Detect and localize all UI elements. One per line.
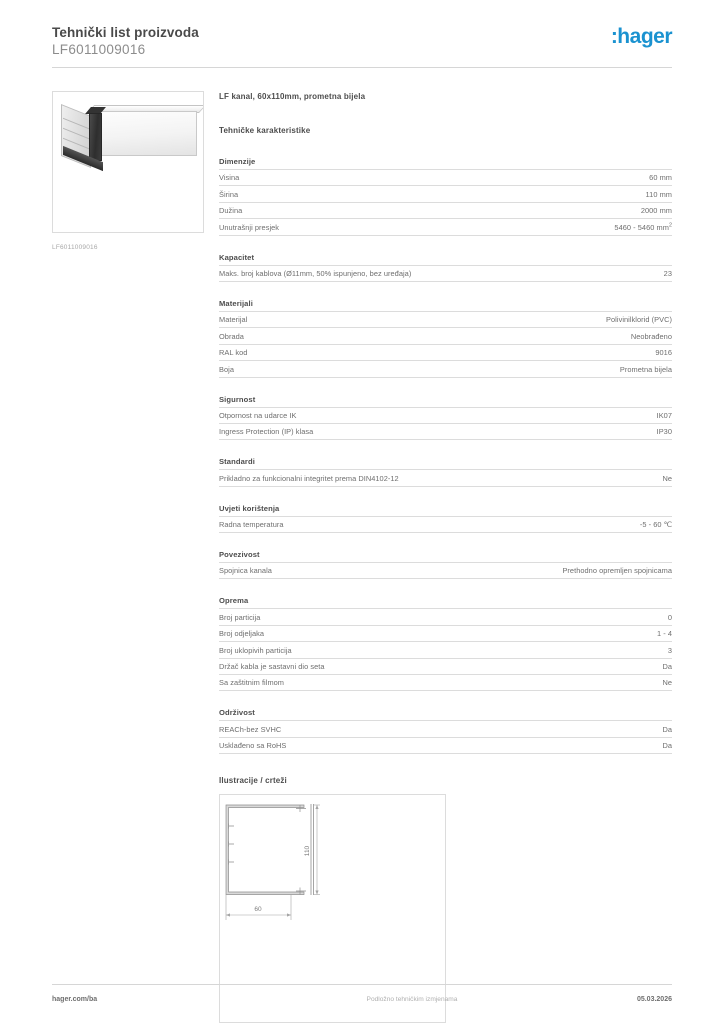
spec-section-title: Tehničke karakteristike xyxy=(219,126,311,135)
spec-row xyxy=(219,608,672,624)
spec-group xyxy=(219,708,672,754)
spec-group xyxy=(219,157,672,236)
spec-value: Da xyxy=(662,741,672,751)
cross-section-drawing xyxy=(220,795,445,1022)
spec-value: Ne xyxy=(662,473,672,483)
spec-value: 23 xyxy=(663,268,672,278)
spec-row xyxy=(219,327,672,343)
spec-value: 60 mm xyxy=(649,173,672,183)
drawing-box xyxy=(219,794,446,1023)
spec-value: Neobrađeno xyxy=(630,331,672,341)
spec-label: Visina xyxy=(219,173,240,183)
header-divider xyxy=(52,67,672,68)
spec-value: Polivinilklorid (PVC) xyxy=(606,315,672,325)
spec-group-heading: Materijali xyxy=(219,298,253,308)
spec-label: Dužina xyxy=(219,206,243,216)
product-name: LF kanal, 60x110mm, prometna bijela xyxy=(219,92,366,101)
spec-group xyxy=(219,504,672,533)
spec-value: 0 xyxy=(667,612,672,622)
spec-row xyxy=(219,311,672,327)
page-footer xyxy=(52,996,672,1003)
spec-row xyxy=(219,625,672,641)
spec-label: Unutrašnji presjek xyxy=(219,222,280,232)
spec-label: Broj odjeljaka xyxy=(219,629,265,639)
spec-label: Sa zaštitnim filmom xyxy=(219,678,285,688)
product-image xyxy=(52,91,204,233)
footer-website[interactable]: hager.com/ba xyxy=(52,996,98,1003)
spec-label: Broj particija xyxy=(219,612,261,622)
spec-group xyxy=(219,395,672,441)
spec-group-heading: Povezivost xyxy=(219,550,260,560)
spec-row xyxy=(219,218,672,235)
spec-group-heading: Uvjeti korištenja xyxy=(219,503,280,513)
spec-label: Spojnica kanala xyxy=(219,566,272,576)
hager-logo: :hager xyxy=(610,25,672,48)
spec-row xyxy=(219,423,672,440)
spec-group xyxy=(219,299,672,378)
spec-value: 5460 - 5460 $mm^2$ xyxy=(614,222,672,232)
spec-group xyxy=(219,596,672,691)
dimension-height-label: 110 xyxy=(304,846,311,857)
spec-value: 9016 xyxy=(655,348,672,358)
spec-row xyxy=(219,265,672,282)
spec-value: 2000 mm xyxy=(640,206,672,216)
spec-label: Obrada xyxy=(219,331,244,341)
spec-label: Držač kabla je sastavni dio seta xyxy=(219,662,325,672)
product-reference: LF6011009016 xyxy=(52,42,146,57)
spec-group xyxy=(219,253,672,282)
profile-outline xyxy=(226,805,304,895)
spec-row xyxy=(219,562,672,579)
spec-value: Da xyxy=(662,724,672,734)
spec-group-heading: Održivost xyxy=(219,708,255,718)
drawing-title: Ilustracije / crteži xyxy=(219,776,287,786)
spec-label: Prikladno za funkcionalni integritet prema DIN4102-12 xyxy=(219,473,399,483)
spec-row xyxy=(219,185,672,201)
spec-row xyxy=(219,202,672,218)
spec-value: 3 xyxy=(667,645,672,655)
spec-label: Otpornost na udarce IK xyxy=(219,410,297,420)
spec-value: IK07 xyxy=(656,410,672,420)
spec-row xyxy=(219,344,672,360)
product-image-caption: LF6011009016 xyxy=(52,244,98,251)
spec-label: Radna temperatura xyxy=(219,520,284,530)
spec-group xyxy=(219,550,672,579)
spec-value-superscript: 2 xyxy=(668,222,672,229)
spec-label: RAL kod xyxy=(219,348,248,358)
spec-row xyxy=(219,720,672,736)
spec-label: Materijal xyxy=(219,315,248,325)
spec-row xyxy=(219,360,672,377)
spec-row xyxy=(219,641,672,657)
spec-value: 110 mm xyxy=(645,189,672,199)
spec-row xyxy=(219,737,672,754)
footer-date: 05.03.2026 xyxy=(636,996,672,1003)
spec-row xyxy=(219,407,672,423)
trunking-divider xyxy=(89,113,102,161)
dimension-width-label: 60 xyxy=(254,906,262,914)
footer-divider xyxy=(52,984,672,985)
spec-row xyxy=(219,516,672,533)
page-title: Tehnički list proizvoda xyxy=(52,25,199,40)
spec-label: Broj uklopivih particija xyxy=(219,645,292,655)
product-illustration xyxy=(59,101,199,163)
spec-content xyxy=(219,92,672,1023)
spec-value: Prethodno opremljen spojnicama xyxy=(562,566,672,576)
spec-row xyxy=(219,674,672,691)
spec-group-heading: Dimenzije xyxy=(219,157,256,166)
spec-value: 1 - 4 xyxy=(656,629,672,639)
page-header xyxy=(52,24,672,58)
spec-row xyxy=(219,469,672,486)
spec-group-heading: Sigurnost xyxy=(219,394,256,404)
spec-row xyxy=(219,658,672,674)
spec-label: Maks. broj kablova (Ø11mm, 50% ispunjeno, bez uređaja) xyxy=(219,268,412,278)
spec-value: Ne xyxy=(662,678,672,688)
spec-label: REACh-bez SVHC xyxy=(219,724,282,734)
spec-groups xyxy=(219,157,672,754)
spec-group-heading: Kapacitet xyxy=(219,252,255,262)
spec-value: Da xyxy=(662,662,672,672)
spec-label: Usklađeno sa RoHS xyxy=(219,741,287,751)
spec-group-heading: Oprema xyxy=(219,596,249,606)
spec-group-heading: Standardi xyxy=(219,457,255,467)
spec-row xyxy=(219,169,672,185)
spec-value: IP30 xyxy=(656,427,672,437)
spec-value: Prometna bijela xyxy=(619,364,672,374)
spec-label: Ingress Protection (IP) klasa xyxy=(219,427,314,437)
spec-label: Širina xyxy=(219,189,239,199)
trunking-front-face xyxy=(89,111,197,156)
footer-disclaimer: Podložno tehničkim izmjenama xyxy=(366,996,458,1003)
header-titles xyxy=(52,24,199,58)
spec-label: Boja xyxy=(219,364,234,374)
spec-value: -5 - 60 ℃ xyxy=(639,520,672,530)
spec-group xyxy=(219,457,672,486)
